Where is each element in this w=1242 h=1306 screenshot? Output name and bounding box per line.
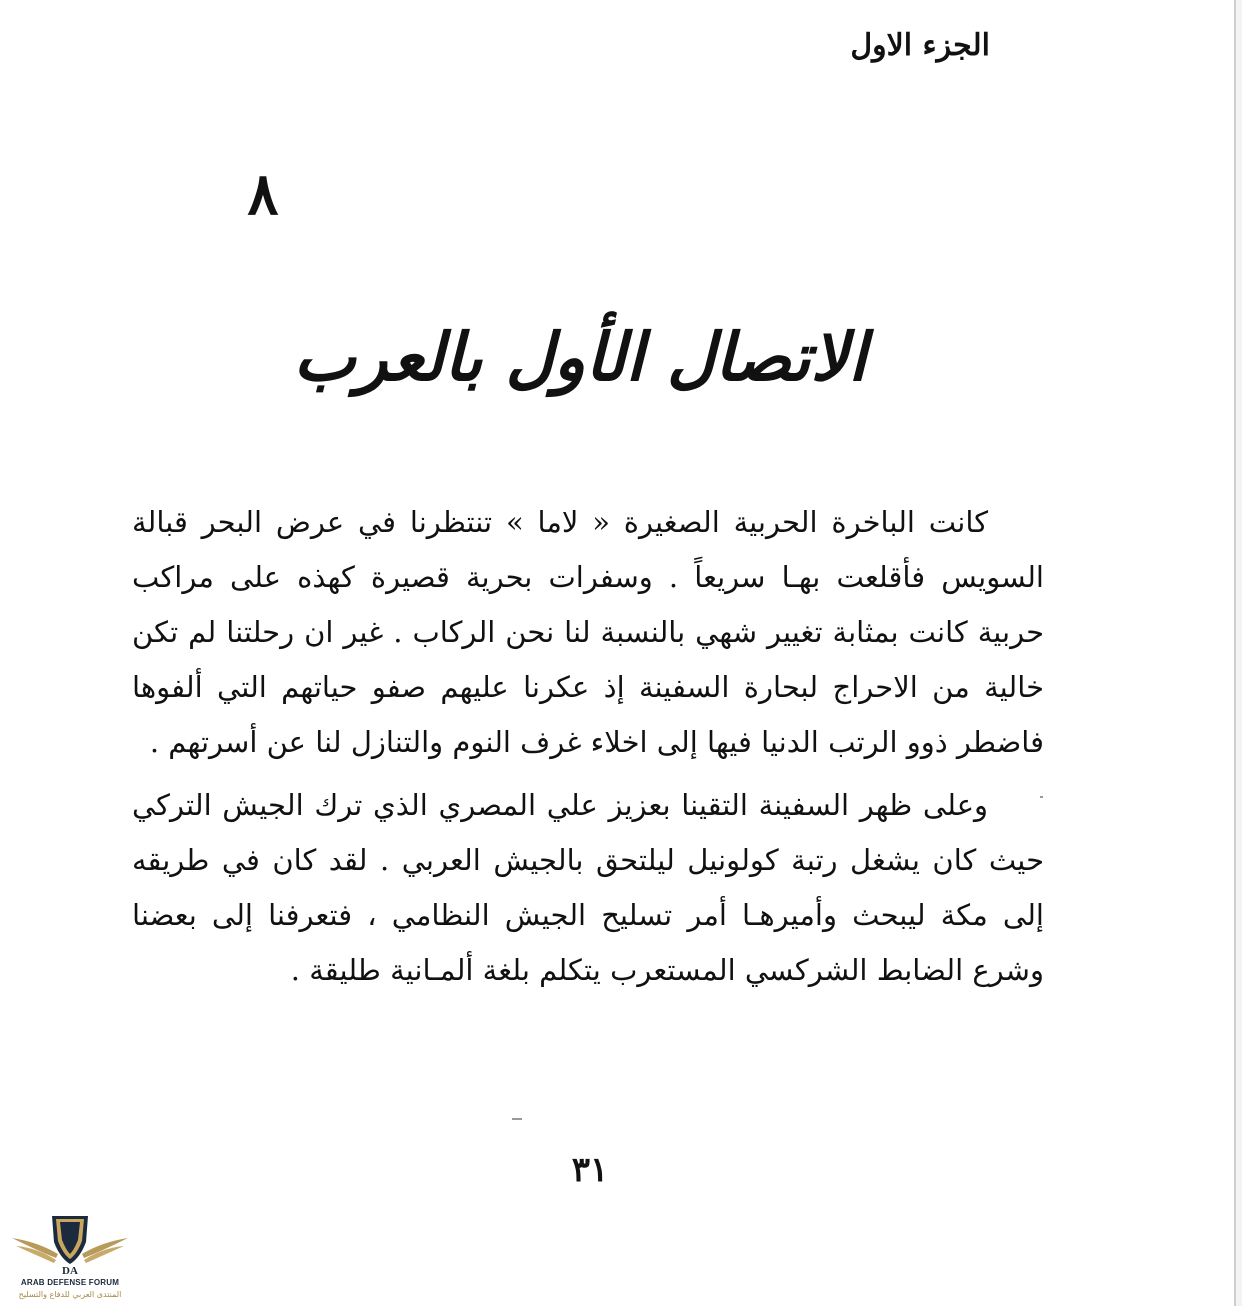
scan-speck [512, 1118, 522, 1120]
body-text [132, 495, 1044, 998]
chapter-number: ٨ [247, 160, 279, 228]
forum-watermark [8, 1208, 132, 1302]
page-number: ٣١ [571, 1150, 609, 1190]
running-header: الجزء الاول [850, 28, 990, 63]
watermark-logo-text: DA [62, 1265, 78, 1277]
watermark-english: ARAB DEFENSE FORUM [20, 1278, 120, 1287]
page-edge-line [1234, 0, 1236, 1306]
watermark-arabic: المنتدى العربي للدفاع والتسليح [18, 1290, 122, 1299]
page-edge [1236, 0, 1242, 1306]
paragraph: كانت الباخرة الحربية الصغيرة « لاما » تنتظرنا في عرض البحر قبالة السويس فأقلعت بهـا سريعاً . وسفرات بحرية قصيرة كهذه على مراكب حربية كانت بمثابة تغيير شهي بالنسبة لنا نحن الركاب . غير ان رحلتنا لم تكن خالية من الاحراج لبحارة السفينة إذ عكرنا عليهم صفو حياتهم التي ألفوها فاضطر ذوو الرتب الدنيا فيها إلى اخلاء غرف النوم والتنازل لنا عن أسرتهم . [132, 505, 1044, 759]
paragraph: وعلى ظهر السفينة التقينا بعزيز علي المصري الذي ترك الجيش التركي حيث كان يشغل رتبة كولونيل ليلتحق بالجيش العربي . لقد كان في طريقه إلى مكة ليبحث وأميرهـا أمر تسليح الجيش النظامي ، فتعرفنا إلى بعضنا وشرع الضابط الشركسي المستعرب يتكلم بلغة ألمـانية طليقة . [132, 788, 1044, 987]
scan-speck [1040, 796, 1043, 798]
chapter-title: الاتصال الأول بالعرب [293, 318, 867, 396]
